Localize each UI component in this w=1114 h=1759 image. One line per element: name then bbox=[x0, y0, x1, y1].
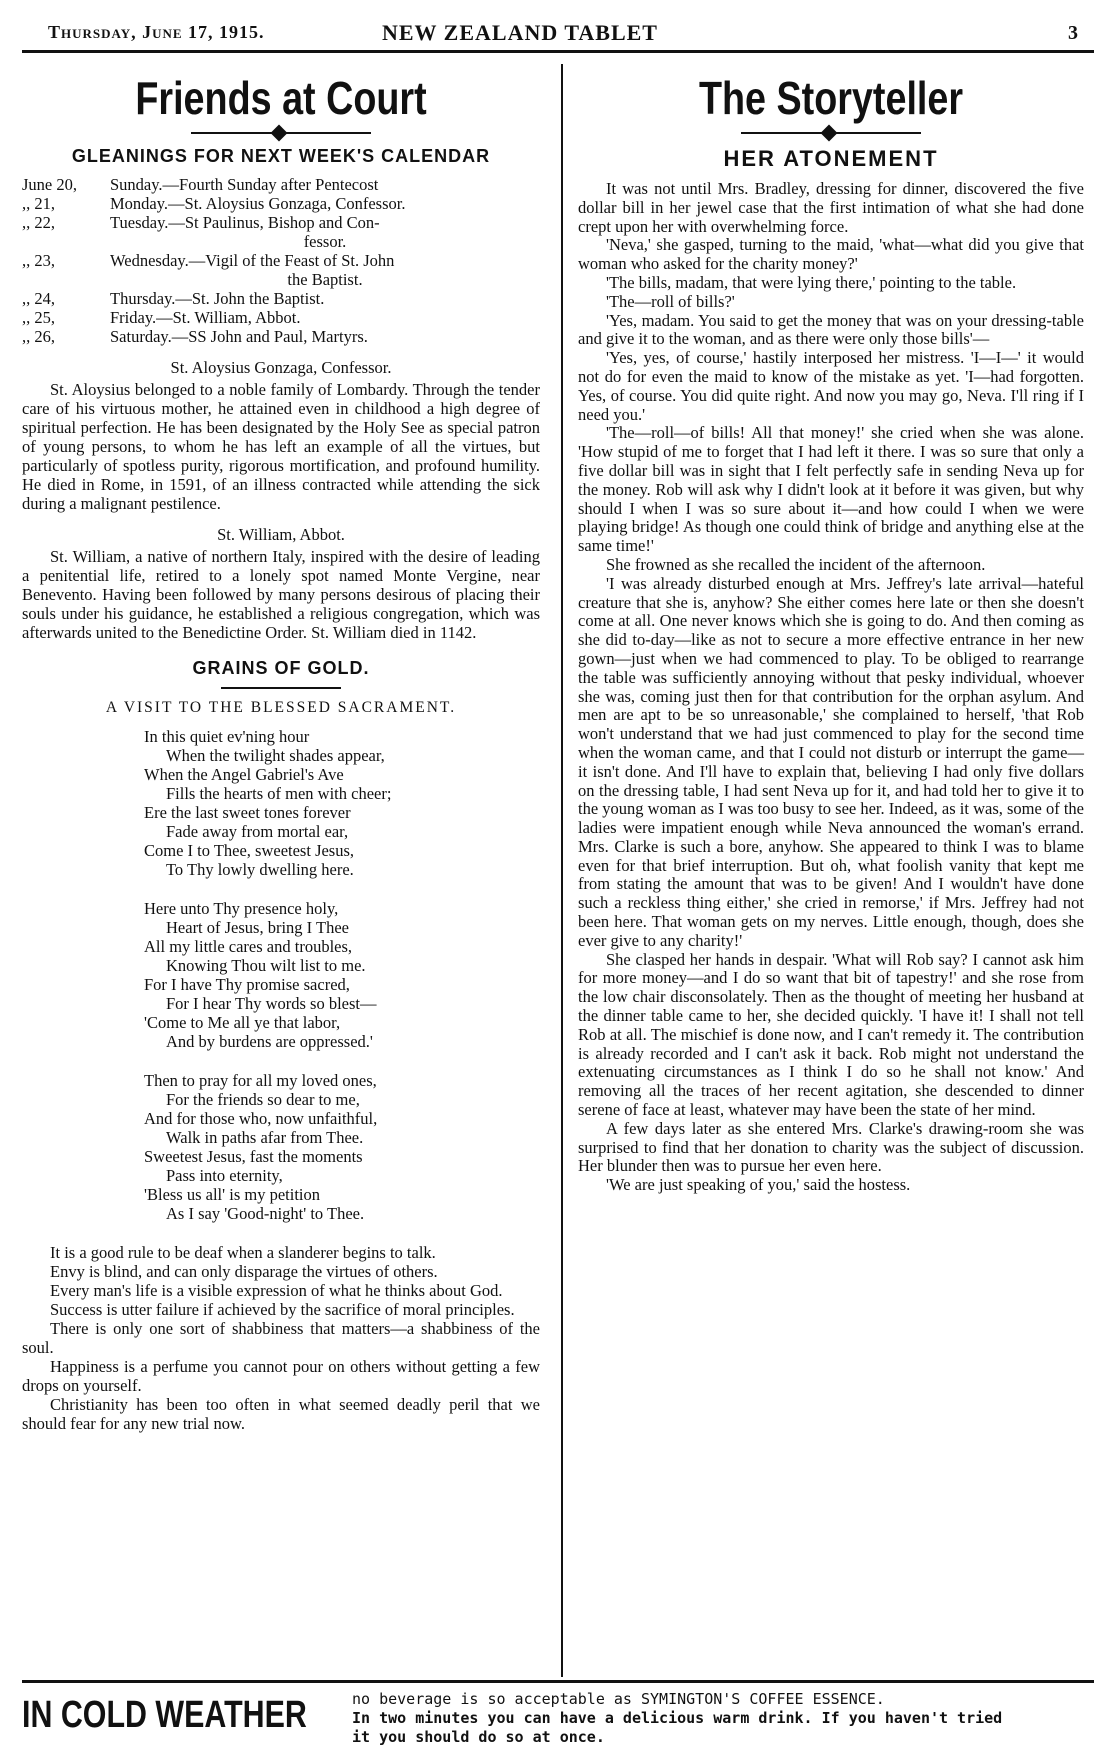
calendar-entry bbox=[22, 194, 540, 213]
calendar-entry bbox=[22, 327, 540, 346]
right-column bbox=[578, 64, 1084, 1195]
calendar-entry bbox=[22, 289, 540, 308]
poem-line: Ere the last sweet tones forever bbox=[144, 803, 351, 822]
story-paragraph: It was not until Mrs. Bradley, dressing for dinner, discovered the five dollar bill in her jewel case that the first intimation of what she had done crept upon her with overwhelming force. bbox=[578, 179, 1084, 236]
poem-line: Here unto Thy presence holy, bbox=[144, 899, 339, 918]
section-heading-storyteller: The Storyteller bbox=[698, 72, 964, 124]
advertisement bbox=[22, 1692, 1094, 1752]
calendar-text-continued: fessor. bbox=[303, 232, 347, 251]
story-paragraph: 'Yes, madam. You said to get the money that was on your dressing-table and give it to the woman, and as there were only those bills'— bbox=[578, 310, 1084, 349]
left-column bbox=[22, 64, 540, 1433]
calendar-list bbox=[22, 175, 540, 346]
poem-line: Come I to Thee, sweetest Jesus, bbox=[144, 841, 355, 860]
advertisement-line: In two minutes you can have a delicious warm drink. If you haven't tried bbox=[352, 1709, 1003, 1727]
advertisement-body bbox=[352, 1690, 1084, 1747]
poem-stanza bbox=[144, 1071, 540, 1223]
calendar-date: June 20, bbox=[22, 175, 77, 194]
issue-date: Thursday, June 17, 1915. bbox=[48, 22, 265, 42]
story-paragraph: 'Neva,' she gasped, turning to the maid, 'what—what did you give that woman who asked for the charity money?' bbox=[578, 235, 1084, 274]
poem-line: For I have Thy promise sacred, bbox=[144, 975, 350, 994]
advertisement-headline: IN COLD WEATHER bbox=[22, 1694, 307, 1736]
poem-line: As I say 'Good-night' to Thee. bbox=[166, 1204, 365, 1223]
calendar-entry bbox=[22, 175, 540, 194]
maxim: Every man's life is a visible expression of what he thinks about God. bbox=[50, 1281, 503, 1300]
poem-line: Knowing Thou wilt list to me. bbox=[166, 956, 366, 975]
poem-line: Fade away from mortal ear, bbox=[166, 822, 349, 841]
poem-line: Walk in paths afar from Thee. bbox=[166, 1128, 364, 1147]
section-heading-friends-at-court: Friends at Court bbox=[135, 72, 427, 124]
masthead-rule bbox=[22, 50, 1094, 53]
saint-biography-william: St. William, a native of northern Italy, inspired with the desire of leading a penitential life, retired to a lonely spot named Monte Vergine, near Benevento. Having been followed by many persons desirous of placing their souls under his guidance, he established a religious congregation, which was afterwards united to the Benedictine Order. St. William died in 1142. bbox=[22, 547, 540, 642]
story-body bbox=[578, 180, 1084, 1195]
calendar-text: Friday.—St. William, Abbot. bbox=[110, 308, 301, 327]
calendar-text: Wednesday.—Vigil of the Feast of St. John bbox=[110, 251, 395, 270]
saint-biography-aloysius: St. Aloysius belonged to a noble family of Lombardy. Through the tender care of his virtuous mother, he attained even in childhood a high degree of spiritual perfection. He has been designated by the Holy See as special patron of young persons, to whom he has left an example of all the virtues, but particularly of spotless purity, rigorous mortification, and profound humility. He died in Rome, in 1591, of an illness contracted while attending the sick during a malignant pestilence. bbox=[22, 380, 540, 513]
poem-line: To Thy lowly dwelling here. bbox=[166, 860, 354, 879]
poem-line: 'Bless us all' is my petition bbox=[144, 1185, 320, 1204]
calendar-date: ,, 25, bbox=[22, 308, 55, 327]
calendar-text-continued: the Baptist. bbox=[287, 270, 363, 289]
calendar-date: ,, 21, bbox=[22, 194, 55, 213]
story-paragraph: A few days later as she entered Mrs. Clarke's drawing-room she was surprised to find that her donation to charity was the subject of discussion. Her blunder then was to pursue her even here. bbox=[578, 1118, 1084, 1176]
maxim: Envy is blind, and can only disparage the virtues of others. bbox=[50, 1262, 438, 1281]
story-title: HER ATONEMENT bbox=[723, 146, 939, 171]
poem-line: And for those who, now unfaithful, bbox=[144, 1109, 378, 1128]
poem-stanza bbox=[144, 899, 540, 1051]
calendar-subheading: GLEANINGS FOR NEXT WEEK'S CALENDAR bbox=[71, 146, 491, 166]
maxim: It is a good rule to be deaf when a slanderer begins to talk. bbox=[50, 1243, 436, 1262]
saint-title-aloysius: St. Aloysius Gonzaga, Confessor. bbox=[170, 358, 392, 377]
calendar-date: ,, 23, bbox=[22, 251, 55, 270]
poem-line: When the twilight shades appear, bbox=[166, 746, 385, 765]
ornament-divider bbox=[191, 126, 371, 140]
calendar-entry bbox=[22, 213, 540, 251]
poem-line: When the Angel Gabriel's Ave bbox=[144, 765, 344, 784]
column-divider bbox=[561, 64, 563, 1677]
advertisement-line: it you should do so at once. bbox=[352, 1728, 605, 1746]
poem-line: In this quiet ev'ning hour bbox=[144, 727, 310, 746]
publication-title: NEW ZEALAND TABLET bbox=[382, 20, 658, 45]
story-paragraph: 'I was already disturbed enough at Mrs. Jeffrey's late arrival—hateful creature that she is, anyhow? She either comes here late or then she doesn't come at all. One never knows which she is going to do. And then coming as she did to-day—like as not to secure a more effective entrance in her new gown—just when we had commenced to play. To be obliged to rearrange the table was sufficiently annoying without that pesky individual, whoever she was, coming just then for that contribution for the orphan asylum. And men are apt to be so unreasonable,' she complained to herself, 'that Rob won't understand that we had just commenced to play for the second time when the woman came, and that I could not disturb or interrupt the game—it isn't done. And I'll have to explain that, believing I had only five dollars on the dressing table, I had sent Neva up for it, and had told her to give it to the young woman as I was too busy to see her. Indeed, as it was, some of the ladies were impatient enough while Neva announced the woman's errand. Mrs. Clarke is such a bore, anyhow. She appeared to think I was to blame even for that brief interruption. But oh, what foolish vanity that kept me from stating the amount that was to be given! And I wouldn't have done such a reckless thing either,' she cried in remorse,' if Mrs. Jeffrey had not been here. That woman gets on my nerves. Little enough, though, does she ever give to any charity!' bbox=[578, 573, 1084, 950]
story-paragraph: 'The bills, madam, that were lying there,' pointing to the table. bbox=[606, 272, 1017, 292]
poem-line: And by burdens are oppressed.' bbox=[166, 1032, 373, 1051]
maxim: Happiness is a perfume you cannot pour on others without getting a few drops on yourself. bbox=[22, 1357, 540, 1395]
maxim: Success is utter failure if achieved by the sacrifice of moral principles. bbox=[50, 1300, 515, 1319]
story-paragraph: 'The—roll—of bills! All that money!' she cried when she was alone. 'How stupid of me to forget that I had left it there. I was so sure that only a five dollar bill was in sight that I felt perfectly safe in sending Neva up for the money. Rob will ask why I didn't look at it before it was given, but why should I when I was so sure about it—and how could I when we were playing bridge! As though one could think of bridge and anything else at the same time!' bbox=[578, 423, 1084, 556]
poem-line: Fills the hearts of men with cheer; bbox=[166, 784, 392, 803]
masthead bbox=[22, 20, 1094, 46]
heading-rule bbox=[221, 687, 341, 689]
story-paragraph: 'The—roll of bills?' bbox=[606, 291, 735, 311]
poem-line: 'Come to Me all ye that labor, bbox=[144, 1013, 341, 1032]
calendar-text: Tuesday.—St Paulinus, Bishop and Con- bbox=[110, 213, 380, 232]
advertisement-line: no beverage is so acceptable as SYMINGTON'S COFFEE ESSENCE. bbox=[352, 1690, 885, 1708]
story-paragraph: She clasped her hands in despair. 'What will Rob say? I cannot ask him for more money—and I do so want that bit of tapestry!' and she rose from the low chair disconsolately. Then as the thought of meeting her husband at the dinner table came to her, she decided quickly. 'I have it! I shall not tell Rob at all. The mischief is done now, and I can't remedy it. The contribution is already recorded and I can't ask it back. Rob might not understand the extenuating circumstances as I think I do so he shall not know.' And removing all the traces of her recent agitation, she descended to dinner serene of face at least, whatever may have been the state of her mind. bbox=[578, 949, 1084, 1120]
calendar-text: Monday.—St. Aloysius Gonzaga, Confessor. bbox=[110, 194, 406, 213]
story-paragraph: 'Yes, yes, of course,' hastily interposed her mistress. 'I—I—' it would not do for even the maid to know of the mistake as yet. 'I—had forgotten. Yes, of course. You did quite right. And now you may go, Neva. I'll ring if I need you.' bbox=[578, 348, 1084, 424]
maxim: Christianity has been too often in what seemed deadly peril that we should fear for any new trial now. bbox=[22, 1395, 540, 1433]
saint-title-william: St. William, Abbot. bbox=[217, 525, 345, 544]
maxim: There is only one sort of shabbiness that matters—a shabbiness of the soul. bbox=[22, 1319, 540, 1357]
poem-line: Heart of Jesus, bring I Thee bbox=[166, 918, 349, 937]
story-paragraph: 'We are just speaking of you,' said the hostess. bbox=[606, 1175, 911, 1195]
calendar-text: Sunday.—Fourth Sunday after Pentecost bbox=[110, 175, 379, 194]
calendar-text: Thursday.—St. John the Baptist. bbox=[110, 289, 325, 308]
calendar-entry bbox=[22, 308, 540, 327]
page-number: 3 bbox=[1068, 22, 1078, 44]
calendar-entry bbox=[22, 251, 540, 289]
calendar-date: ,, 26, bbox=[22, 327, 55, 346]
calendar-text: Saturday.—SS John and Paul, Martyrs. bbox=[110, 327, 368, 346]
poem-line: Then to pray for all my loved ones, bbox=[144, 1071, 377, 1090]
story-paragraph: She frowned as she recalled the incident of the afternoon. bbox=[606, 554, 986, 574]
poem-title: A VISIT TO THE BLESSED SACRAMENT. bbox=[105, 699, 457, 716]
advertisement-rule bbox=[22, 1680, 1094, 1683]
poem-line: Pass into eternity, bbox=[166, 1166, 283, 1185]
poem-line: For I hear Thy words so blest— bbox=[166, 994, 377, 1013]
poem-line: For the friends so dear to me, bbox=[166, 1090, 360, 1109]
poem-line: All my little cares and troubles, bbox=[144, 937, 353, 956]
grains-of-gold-heading: GRAINS OF GOLD. bbox=[192, 658, 370, 678]
calendar-date: ,, 22, bbox=[22, 213, 55, 232]
ornament-divider bbox=[741, 126, 921, 140]
poem-line: Sweetest Jesus, fast the moments bbox=[144, 1147, 363, 1166]
calendar-date: ,, 24, bbox=[22, 289, 55, 308]
poem-stanza bbox=[144, 727, 540, 879]
